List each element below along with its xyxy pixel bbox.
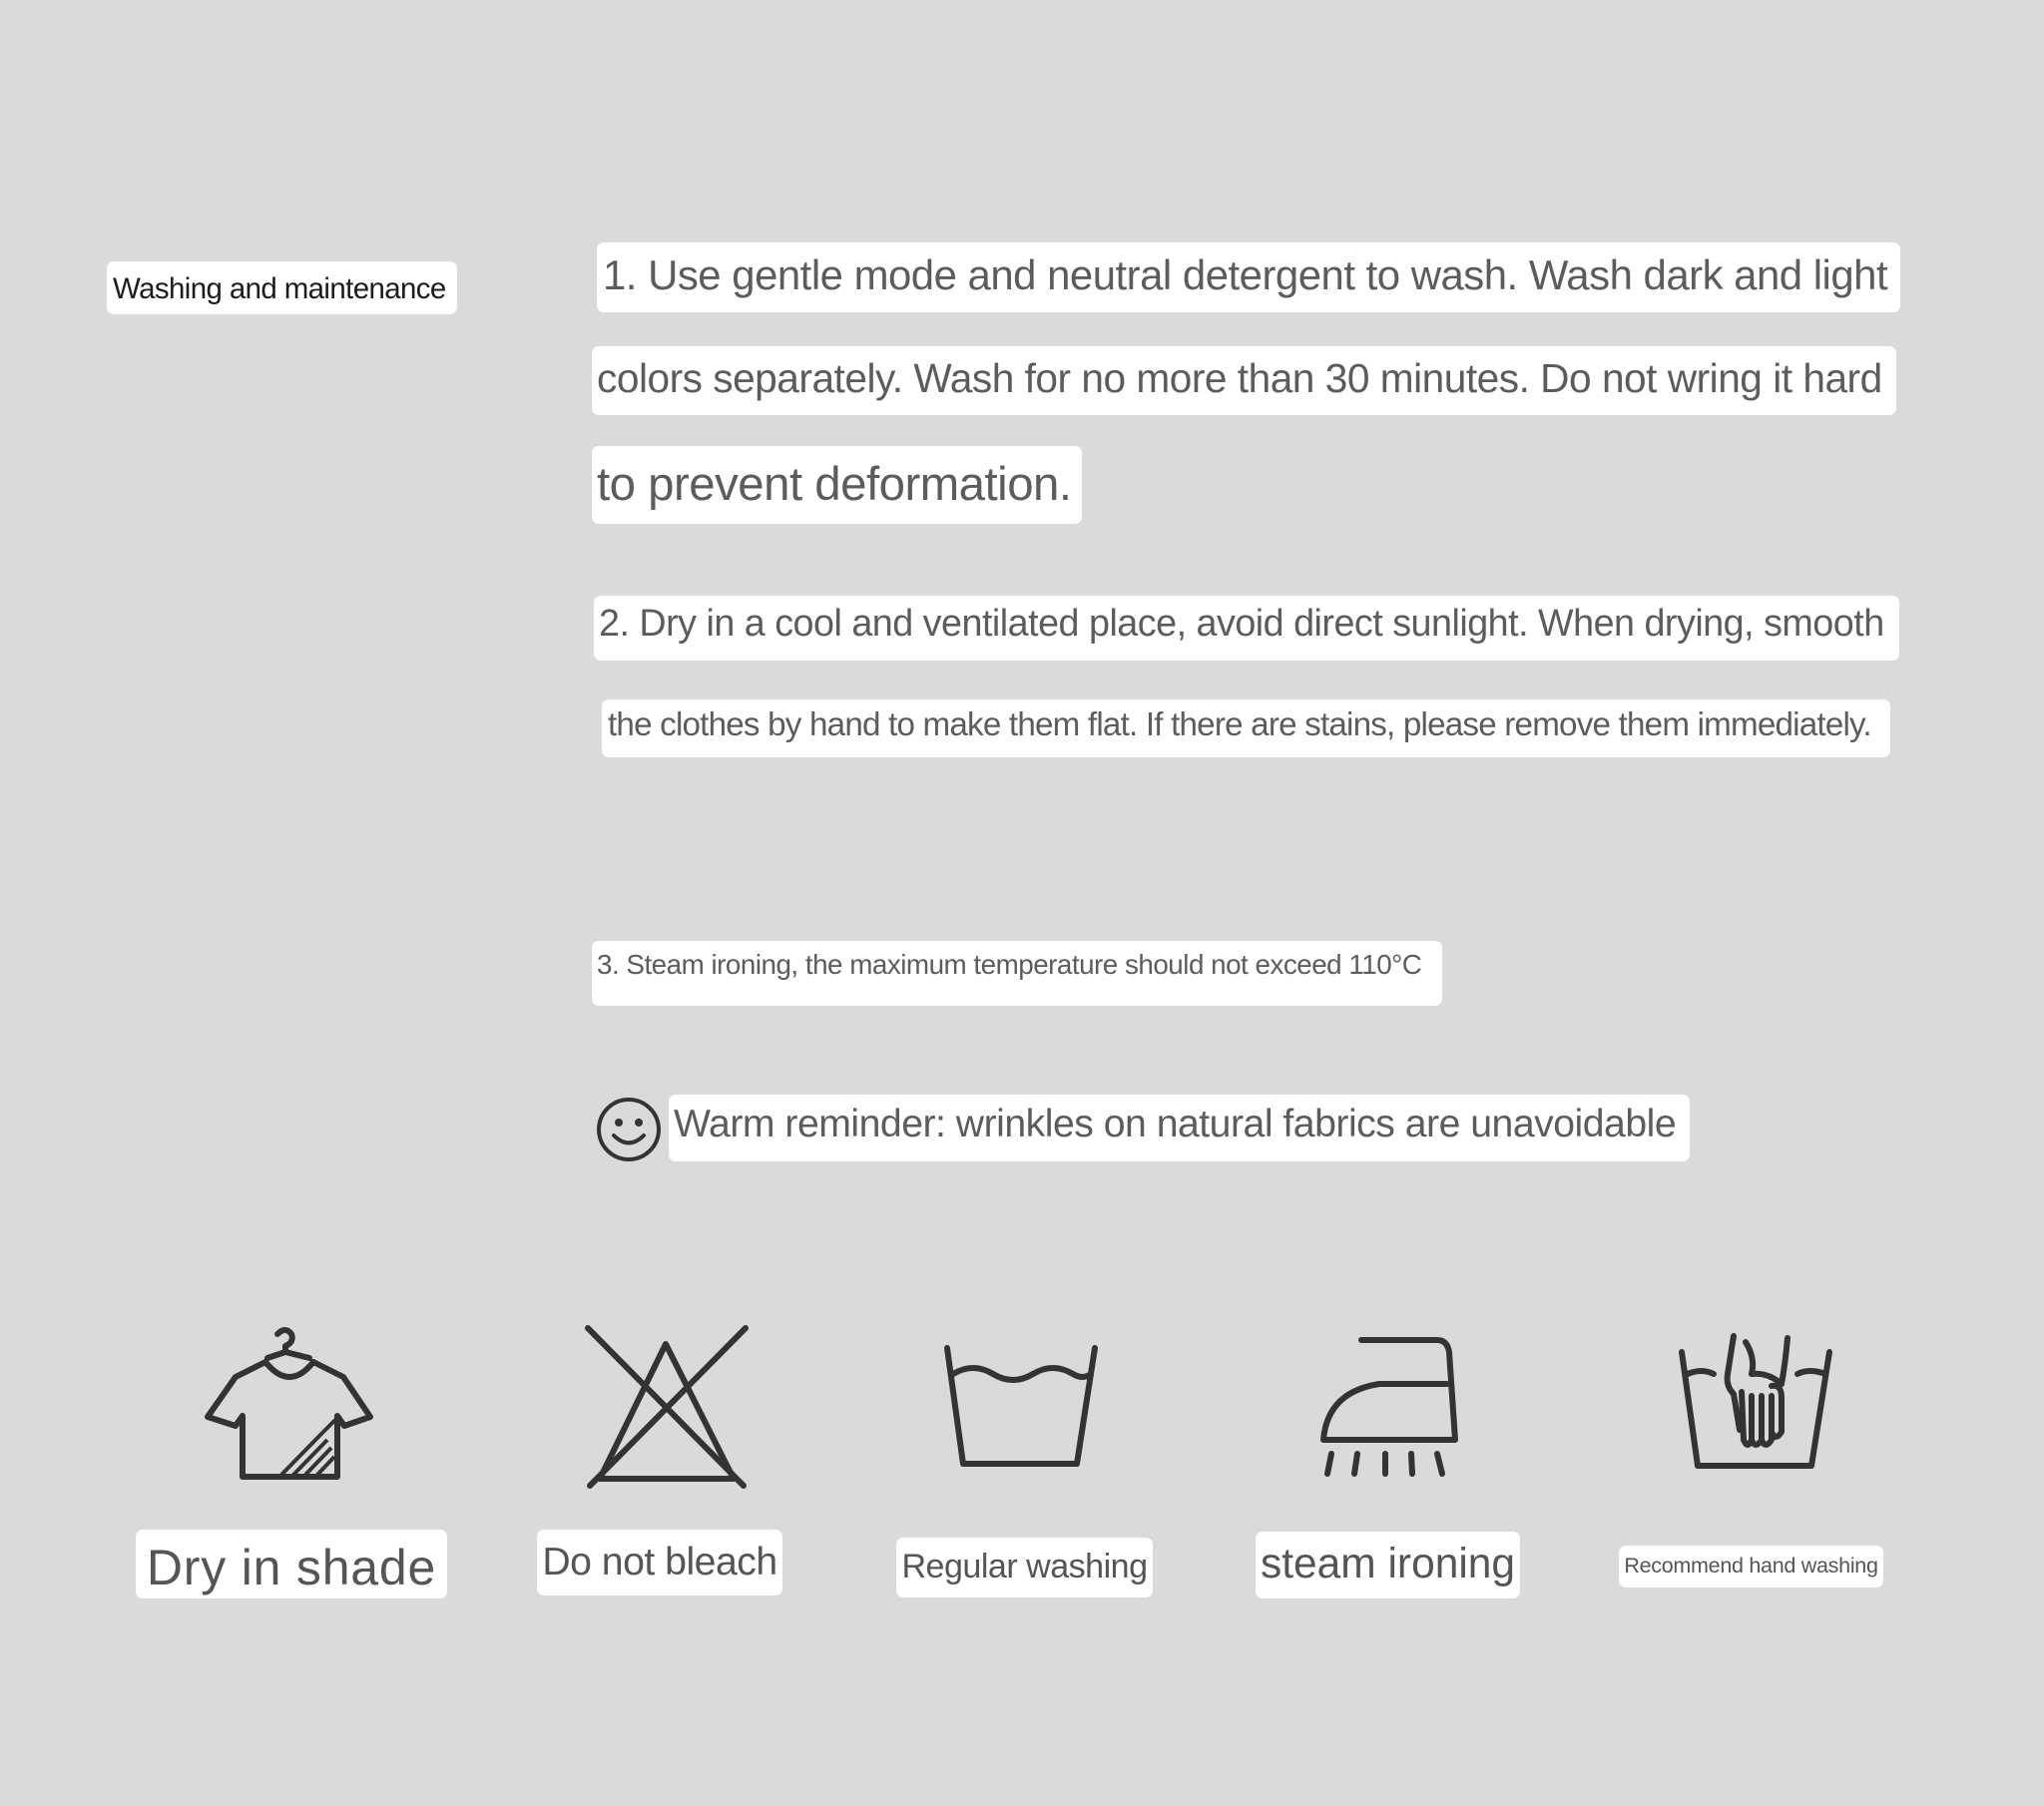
section-title: Washing and maintenance	[107, 261, 457, 314]
smiley-icon	[595, 1096, 663, 1163]
instruction-line-6: 3. Steam ironing, the maximum temperature should not exceed 110°C	[592, 941, 1442, 1006]
hand-wash-tub-icon	[1668, 1322, 1847, 1492]
care-label-steam-ironing: steam ironing	[1256, 1532, 1520, 1598]
wash-tub-icon	[933, 1322, 1113, 1492]
crossed-triangle-icon	[576, 1322, 756, 1492]
care-label-hand-washing: Recommend hand washing	[1619, 1546, 1883, 1587]
care-label-dry-in-shade: Dry in shade	[136, 1530, 447, 1598]
instruction-line-2: colors separately. Wash for no more than 30 minutes. Do not wring it hard	[592, 346, 1896, 415]
steam-iron-icon	[1299, 1322, 1479, 1492]
instruction-line-4: 2. Dry in a cool and ventilated place, avoid direct sunlight. When drying, smooth	[594, 596, 1899, 661]
instruction-line-3: to prevent deformation.	[592, 446, 1082, 524]
shirt-on-hanger-icon	[198, 1322, 377, 1492]
instruction-line-1: 1. Use gentle mode and neutral detergent to wash. Wash dark and light	[597, 242, 1900, 312]
instruction-line-5: the clothes by hand to make them flat. If there are stains, please remove them immediately.	[602, 699, 1890, 757]
care-label-do-not-bleach: Do not bleach	[537, 1530, 782, 1595]
warm-reminder-text: Warm reminder: wrinkles on natural fabrics are unavoidable	[669, 1095, 1690, 1161]
care-label-regular-washing: Regular washing	[896, 1538, 1153, 1597]
